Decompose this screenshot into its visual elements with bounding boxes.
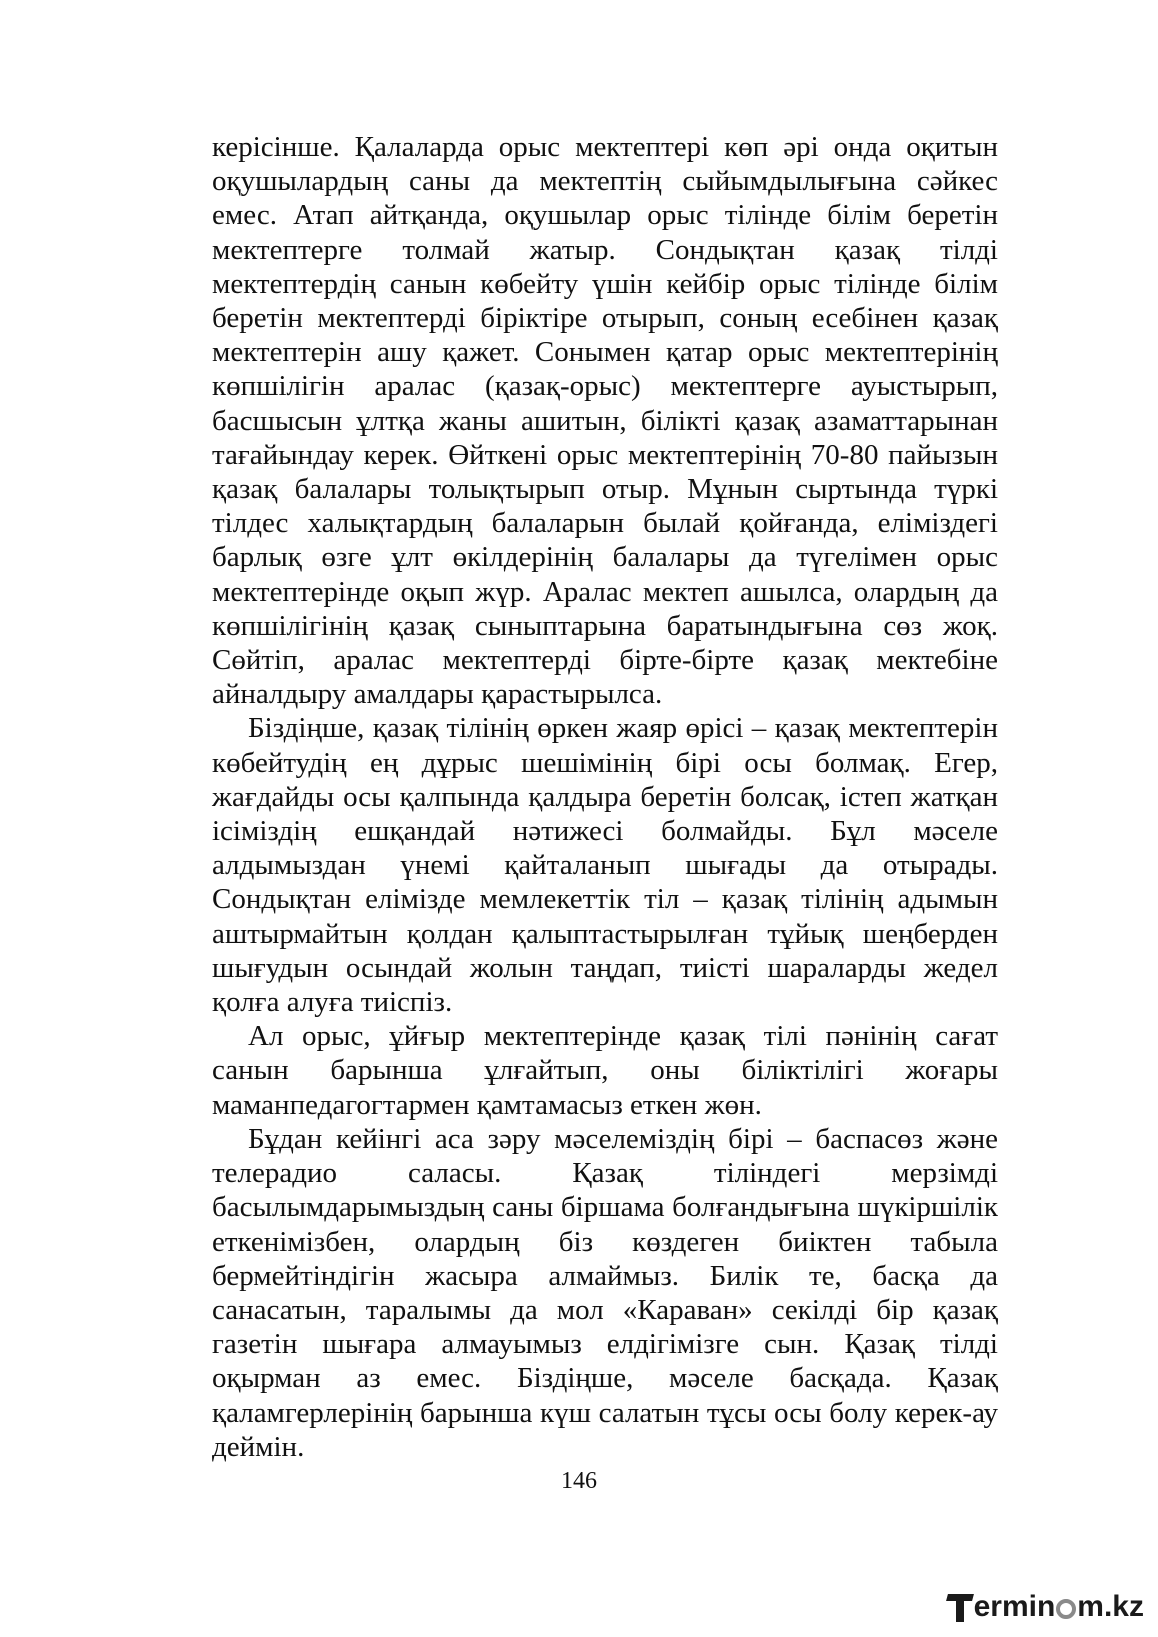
page-body [212,130,998,1464]
paragraph-3: Ал орыс, ұйғыр мектептерінде қазақ тілі пәнінің сағат санын барынша ұлғайтып, оны біліктілігі жоғары маманпедагогтармен қамтамасыз еткен жөн. [212,1020,998,1121]
termincom-watermark [947,1587,1144,1627]
ring-icon [1056,1599,1076,1619]
termincom-logo-icon [947,1590,973,1624]
paragraph-2: Біздіңше, қазақ тілінің өркен жаяр өрісі – қазақ мектептерін көбейтудің ең дұрыс шешімінің бірі осы болмақ. Егер, жағдайды осы қалпында қалдыра беретін болсақ, істеп жатқан ісіміздің ешқандай нәтижесі болмайды. Бұл мәселе алдымыздан үнемі қайталанып шығады да отырады. Сондықтан елімізде мемлекеттік тіл – қазақ тілінің адымын аштырмайтын қолдан қалыптастырылған тұйық шеңберден шығудын осындай жолын таңдап, тиісті шараларды жедел қолға алуға тиіспіз. [212,712,998,1019]
watermark-text-start: ermin [973,1590,1056,1623]
paragraph-1: керісінше. Қалаларда орыс мектептері көп әрі онда оқитын оқушылардың саны да мектептің сыйымдылығына сәйкес емес. Атап айтқанда, оқушылар орыс тілінде білім беретін мектептерге толмай жатыр. Сондықтан қазақ тілді мектептердің санын көбейту үшін кейбір орыс тілінде білім беретін мектептерді біріктіре отырып, соның есебінен қазақ мектептерін ашу қажет. Сонымен қатар орыс мектептерінің көпшілігін аралас (қазақ-орыс) мектептерге ауыстырып, басшысын ұлтқа жаны ашитын, білікті қазақ азаматтарынан тағайындау керек. Өйткені орыс мектептерінің 70-80 пайызын қазақ балалары толықтырып отыр. Мұнын сыртында түркі тілдес халықтардың балаларын былай қойғанда, еліміздегі барлық өзге ұлт өкілдерінің балалары да түгелімен орыс мектептерінде оқып жүр. Аралас мектеп ашылса, олардың да көпшілігінің қазақ сыныптарына баратындығына сөз жоқ. Сөйтіп, аралас мектептерді бірте-бірте қазақ мектебіне айналдыру амалдары қарастырылса. [212,131,998,711]
paragraph-4: Бұдан кейінгі аса зәру мәселеміздің бірі – баспасөз және телерадио саласы. Қазақ тіліндегі мерзімді басылымдарымыздың саны біршама болғандығына шүкіршілік еткенімізбен, олардың біз көздеген биіктен табыла бермейтіндігін жасыра алмаймыз. Билік те, басқа да санасатын, таралымы да мол «Караван» секілді бір қазақ газетін шығара алмауымыз елдігімізге сын. Қазақ тілді оқырман аз емес. Біздіңше, мәселе басқада. Қазақ қаламгерлерінің барынша күш салатын тұсы осы болу керек-ау деймін. [212,1122,998,1463]
watermark-text-end: m.kz [1077,1590,1144,1623]
page-number: 146 [561,1468,597,1494]
